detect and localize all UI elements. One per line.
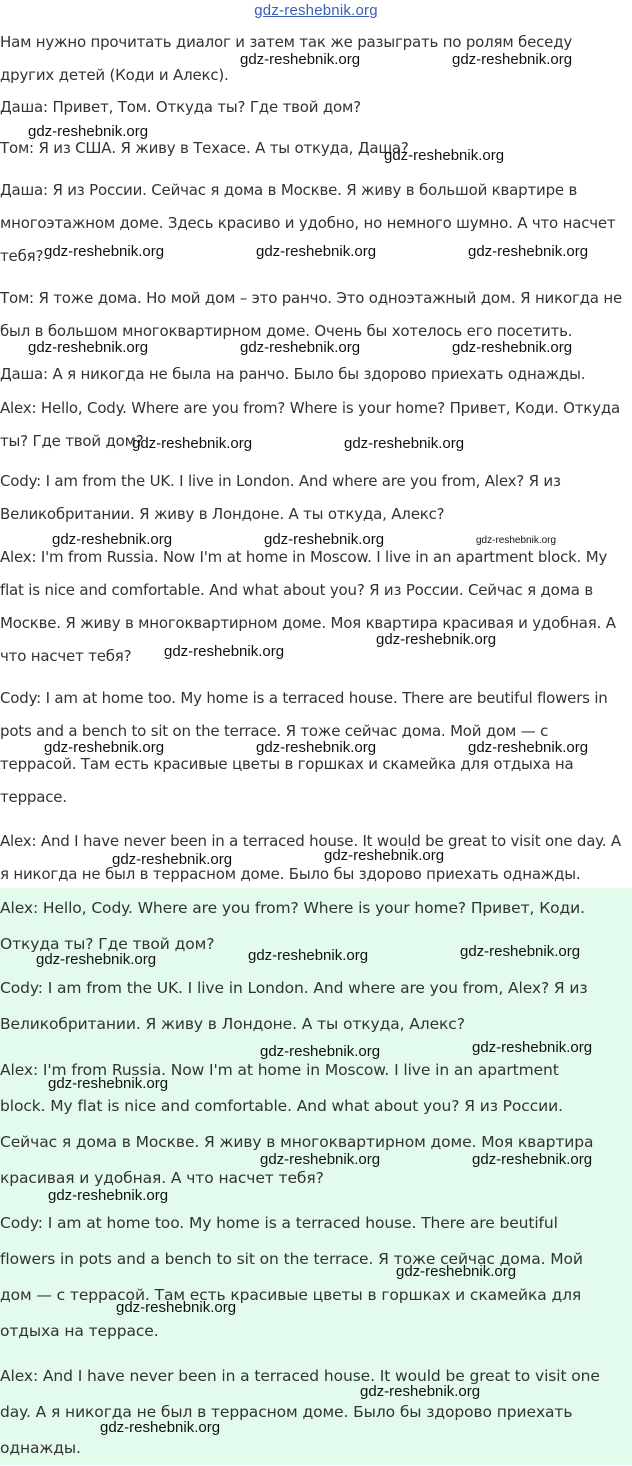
answer-text: Великобритании. Я живу в Лондоне. А ты откуда, Алекс?	[0, 1015, 465, 1033]
watermark: gdz-reshebnik.org	[452, 339, 573, 356]
watermark: gdz-reshebnik.org	[240, 339, 361, 356]
site-header-link[interactable]: gdz-reshebnik.org	[254, 2, 378, 19]
dialog-text: Даша: Привет, Том. Откуда ты? Где твой дом?	[0, 98, 361, 116]
dialog-text: Alex: And I have never been in a terraced house. It would be great to visit one day. A	[0, 832, 621, 850]
watermark: gdz-reshebnik.org	[240, 51, 361, 68]
watermark: gdz-reshebnik.org	[256, 243, 377, 260]
watermark: gdz-reshebnik.org	[468, 243, 589, 260]
dialog-text: ты? Где твой дом?	[0, 432, 144, 450]
dialog-text: террасой. Там есть красивые цветы в горшках и скамейка для отдыха на	[0, 755, 574, 773]
watermark: gdz-reshebnik.org	[48, 1075, 169, 1092]
answer-text: Cody: I am from the UK. I live in London. And where are you from, Alex? Я из	[0, 979, 588, 997]
answer-text: Cody: I am at home too. My home is a terraced house. There are beutiful	[0, 1214, 558, 1232]
dialog-text: многоэтажном доме. Здесь красиво и удобно, но немного шумно. А что насчет	[0, 214, 616, 232]
answer-text: flowers in pots and a bench to sit on the terrace. Я тоже сейчас дома. Мой	[0, 1250, 583, 1268]
watermark: gdz-reshebnik.org	[476, 535, 557, 546]
dialog-line-dasha-3	[0, 358, 585, 391]
answer-text: дом — с террасой. Там есть красивые цветы в горшках и скамейка для	[0, 1286, 582, 1304]
dialog-text: Даша: А я никогда не была на ранчо. Было бы здорово приехать однажды.	[0, 365, 586, 383]
watermark: gdz-reshebnik.org	[460, 943, 581, 960]
watermark: gdz-reshebnik.org	[100, 1419, 221, 1436]
watermark: gdz-reshebnik.org	[472, 1039, 593, 1056]
watermark: gdz-reshebnik.org	[112, 851, 233, 868]
watermark: gdz-reshebnik.org	[344, 435, 465, 452]
answer-text: однажды.	[0, 1439, 81, 1457]
watermark: gdz-reshebnik.org	[376, 631, 497, 648]
watermark: gdz-reshebnik.org	[264, 531, 385, 548]
answer-text: Откуда ты? Где твой дом?	[0, 935, 215, 953]
answer-text: day. А я никогда не был в террасном доме. Было бы здорово приехать	[0, 1403, 573, 1421]
watermark: gdz-reshebnik.org	[472, 1151, 593, 1168]
answer-cody-1	[0, 970, 588, 1042]
answer-alex-3	[0, 1358, 600, 1466]
answer-text: Alex: Hello, Cody. Where are you from? Where is your home? Привет, Коди.	[0, 899, 585, 917]
dialog-text: тебя?	[0, 247, 44, 265]
answer-alex-2	[0, 1052, 593, 1196]
dialog-text: Alex: Hello, Cody. Where are you from? Where is your home? Привет, Коди. Откуда	[0, 399, 621, 417]
watermark: gdz-reshebnik.org	[28, 339, 149, 356]
watermark: gdz-reshebnik.org	[360, 1383, 481, 1400]
answer-text: отдыха на террасе.	[0, 1322, 159, 1340]
watermark: gdz-reshebnik.org	[36, 951, 157, 968]
answer-text: block. My flat is nice and comfortable. And what about you? Я из России.	[0, 1097, 563, 1115]
watermark: gdz-reshebnik.org	[452, 51, 573, 68]
answer-text: Alex: I'm from Russia. Now I'm at home in Moscow. I live in an apartment	[0, 1061, 559, 1079]
dialog-text: Cody: I am at home too. My home is a terraced house. There are beutiful flowers in	[0, 689, 608, 707]
dialog-text: я никогда не был в террасном доме. Было бы здорово приехать однажды.	[0, 865, 581, 883]
watermark: gdz-reshebnik.org	[384, 147, 505, 164]
dialog-text: Великобритании. Я живу в Лондоне. А ты откуда, Алекс?	[0, 505, 445, 523]
watermark: gdz-reshebnik.org	[164, 643, 285, 660]
dialog-text: Том: Я из США. Я живу в Техасе. А ты откуда, Даша?	[0, 139, 409, 157]
dialog-text: был в большом многоквартирном доме. Очень бы хотелось его посетить.	[0, 322, 573, 340]
answer-text: Сейчас я дома в Москве. Я живу в многоквартирном доме. Моя квартира	[0, 1133, 594, 1151]
dialog-text: flat is nice and comfortable. And what about you? Я из России. Сейчас я дома в	[0, 581, 593, 599]
dialog-line-cody-1	[0, 465, 561, 531]
watermark: gdz-reshebnik.org	[260, 1043, 381, 1060]
dialog-line-alex-2	[0, 541, 616, 673]
dialog-line-alex-3	[0, 825, 621, 891]
answer-text: Alex: And I have never been in a terraced house. It would be great to visit one	[0, 1367, 600, 1385]
watermark: gdz-reshebnik.org	[468, 739, 589, 756]
watermark: gdz-reshebnik.org	[256, 739, 377, 756]
watermark: gdz-reshebnik.org	[44, 739, 165, 756]
watermark: gdz-reshebnik.org	[324, 847, 445, 864]
dialog-text: Даша: Я из России. Сейчас я дома в Москве. Я живу в большой квартире в	[0, 181, 578, 199]
dialog-text: что насчет тебя?	[0, 647, 132, 665]
watermark: gdz-reshebnik.org	[132, 435, 253, 452]
watermark: gdz-reshebnik.org	[248, 947, 369, 964]
watermark: gdz-reshebnik.org	[116, 1299, 237, 1316]
watermark: gdz-reshebnik.org	[52, 531, 173, 548]
watermark: gdz-reshebnik.org	[260, 1151, 381, 1168]
dialog-text: Cody: I am from the UK. I live in London. And where are you from, Alex? Я из	[0, 472, 561, 490]
dialog-line-dasha-1	[0, 91, 361, 124]
watermark: gdz-reshebnik.org	[44, 243, 165, 260]
intro-line: других детей (Коди и Алекс).	[0, 66, 229, 84]
watermark: gdz-reshebnik.org	[28, 123, 149, 140]
dialog-text: Alex: I'm from Russia. Now I'm at home in Moscow. I live in an apartment block. My	[0, 548, 608, 566]
dialog-line-alex-1	[0, 392, 620, 458]
dialog-text: террасе.	[0, 788, 67, 806]
intro-line: Нам нужно прочитать диалог и затем так же разыграть по ролям беседу	[0, 33, 573, 51]
dialog-text: pots and a bench to sit on the terrace. Я тоже сейчас дома. Мой дом — с	[0, 722, 549, 740]
answer-text: красивая и удобная. А что насчет тебя?	[0, 1169, 324, 1187]
dialog-text: Том: Я тоже дома. Но мой дом – это ранчо. Это одноэтажный дом. Я никогда не	[0, 289, 622, 307]
dialog-text: Москве. Я живу в многоквартирном доме. Моя квартира красивая и удобная. А	[0, 614, 616, 632]
watermark: gdz-reshebnik.org	[396, 1263, 517, 1280]
watermark: gdz-reshebnik.org	[48, 1187, 169, 1204]
